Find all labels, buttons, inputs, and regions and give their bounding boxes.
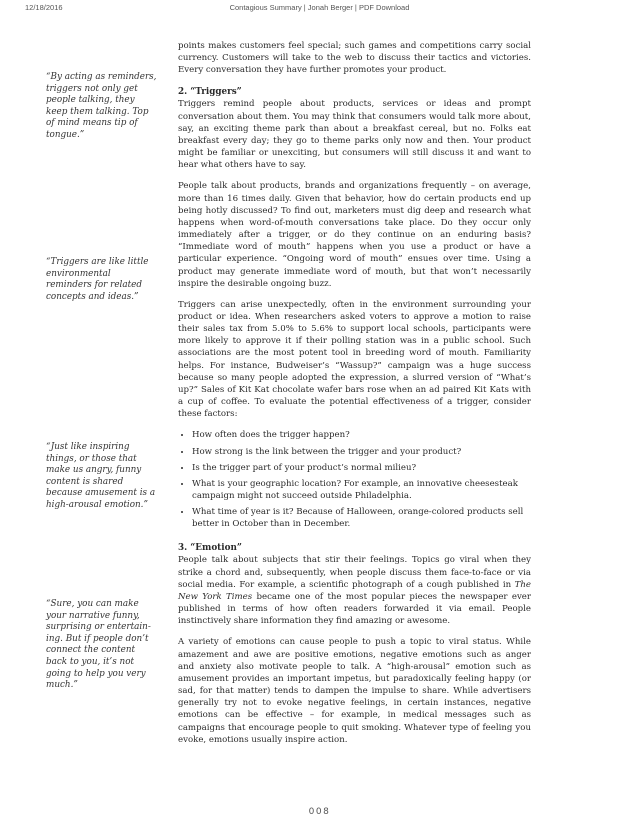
page-number: 008 [308, 807, 331, 817]
section-heading-emotion: 3. “Emotion” [178, 543, 242, 554]
main-content [178, 40, 531, 755]
section-heading-triggers: 2. “Triggers” [178, 87, 242, 98]
list-item: • What time of year is it? Because of Halloween, orange-colored products sell better in October than in December. [192, 506, 531, 530]
sidebar-quote: “Sure, you can make your narrative funny, surprising or entertain- ing. But if people don’t connect the content back to you, it’s not going to help you very much.” [46, 599, 151, 691]
emotion-text: People talk about subjects that stir their feelings. Topics go viral when they strike a chord and, subsequently, when people discuss them face-to-face or via social media. For example, a scientific photograph of a cough published in [178, 555, 531, 590]
sidebar-quote: “Triggers are like little environmental reminders for related concepts and ideas.” [46, 257, 149, 302]
list-item: • Is the trigger part of your product’s normal milieu? [192, 462, 531, 474]
sidebar-quote: “By acting as reminders, triggers not only get people talking, they keep them talking. Top of mind means tip of tongue.” [46, 72, 157, 140]
print-date: 12/18/2016 [25, 3, 63, 12]
publication-title: The New York Times [178, 579, 531, 602]
triggers-paragraph: Triggers can arise unexpectedly, often in the environment surrounding your product or idea. When researchers asked voters to approve a motion to raise their sales tax from 5.0% to 5.6% to support local schools, participants were more likely to approve it if their polling station was in a public school. Such associations are the most potent tool in breeding word of mouth. Familiarity helps. For instance, Budweiser’s “Wassup?” campaign was a huge success because so many people adopted the expression, a slurred version of “What’s up?” Sales of Kit Kat chocolate wafer bars rose when an ad paired Kit Kats with a cup of coffee. To evaluate the potential effectiveness of a trigger, consider these factors: [178, 299, 531, 420]
triggers-paragraph: People talk about products, brands and organizations frequently – on average, more than 16 times daily. Given that behavior, how do certain products end up being hotly discussed? To find out, marketers must dig deep and research what happens when word-of-mouth conversations take place. Do they occur only immediately after a trigger, or do they continue on an enduring basis? “Immediate word of mouth” happens when you use a product or have a particular experience. “Ongoing word of mouth” ensues over time. Using a product may generate immediate word of mouth, but that won’t necessarily inspire the desirable ongoing buzz. [178, 181, 531, 289]
emotion-text: became one of the most popular pieces the newspaper ever published in terms of how often readers forwarded it via email. People instinctively share information they find amazing or awesome. [178, 591, 531, 627]
document-title: Contagious Summary | Jonah Berger | PDF Download [229, 3, 410, 12]
emotion-paragraph [178, 554, 531, 627]
intro-paragraph: points makes customers feel special; such games and competitions carry social currency. Customers will take to the web to discuss their tactics and victories. Every conversation they have further promotes your product. [178, 41, 531, 76]
sidebar-quote: “Just like inspiring things, or those that make us angry, funny content is shared because amusement is a high-arousal emotion.” [46, 442, 156, 510]
emotion-paragraph: A variety of emotions can cause people to push a topic to viral status. While amazement and awe are positive emotions, negative emotions such as anger and anxiety also motivate people to talk. A “high-arousal” emotion such as amusement provides an important impetus, but paradoxically feeling happy (or sad, for that matter) tends to dampen the impulse to share. While advertisers generally try not to evoke negative feelings, in certain instances, negative emotions can be effective – for example, in medical messages such as campaigns that encourage people to quit smoking. Whatever type of feeling you evoke, emotions usually inspire action. [178, 637, 531, 745]
list-item: • How often does the trigger happen? [192, 429, 531, 441]
triggers-paragraph: Triggers remind people about products, services or ideas and prompt conversation about them. You may think that consumers would talk more about, say, an exciting theme park than about a breakfast cereal, but no. Folks eat breakfast every day; they go to theme parks only now and then. Your product might be familiar or unexciting, but consumers will still discuss it and want to hear what others have to say. [178, 99, 531, 171]
trigger-factors-list [178, 429, 531, 530]
list-item: • What is your geographic location? For example, an innovative cheesesteak campaign might not succeed outside Philadelphia. [192, 478, 531, 502]
list-item: • How strong is the link between the trigger and your product? [192, 446, 531, 458]
